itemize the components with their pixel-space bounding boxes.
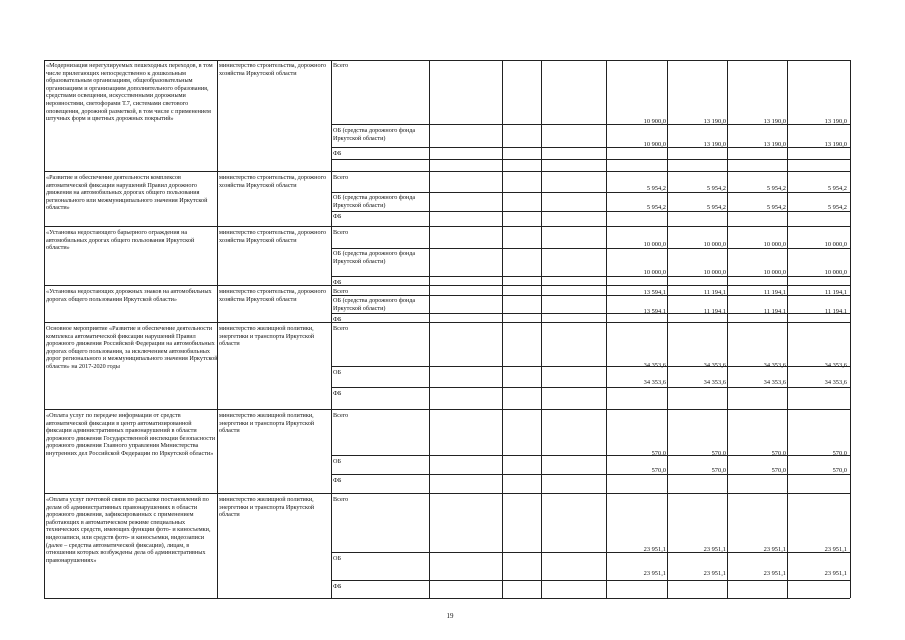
table-rule-horizontal	[331, 124, 850, 125]
executor-name: министерство жилищной политики, энергетики и транспорта Иркутской области	[219, 496, 315, 519]
value-cell: 13 190,0	[824, 118, 847, 125]
value-cell: 570,0	[651, 467, 666, 474]
table-rule-horizontal	[331, 552, 850, 553]
source-label: ОБ (средства дорожного фонда Иркутской области)	[333, 194, 416, 209]
value-cell: 10 900,0	[643, 118, 666, 125]
value-cell: 23 951,1	[763, 546, 786, 553]
value-cell: 10 900,0	[643, 141, 666, 148]
table-rule-horizontal	[331, 211, 850, 212]
table-rule-horizontal	[44, 285, 850, 286]
source-label: ОБ	[333, 369, 342, 376]
table-rule-vertical	[667, 60, 668, 598]
value-cell: 11 194,1	[703, 308, 726, 315]
value-cell: 34 353,6	[703, 379, 726, 386]
table-rule-horizontal	[331, 276, 850, 277]
value-cell: 10 000,0	[703, 241, 726, 248]
value-cell: 570,0	[832, 450, 847, 457]
source-label: Всего	[333, 325, 349, 332]
measure-name: Основное мероприятие «Развитие и обеспечение деятельности комплекса автоматической фиксации нарушений Правил дорожного движения Российской Федерации на автомобильных дорогах общего пользования, за исключением автомобильных дорог регионального и межмуниципального значения Иркутской области» на 2017-2020 годы	[46, 325, 218, 370]
table-rule-horizontal	[331, 313, 850, 314]
value-cell: 5 954,2	[646, 204, 666, 211]
value-cell: 10 000,0	[643, 269, 666, 276]
source-label: ОБ (средства дорожного фонда Иркутской области)	[333, 297, 416, 312]
source-label: ФБ	[333, 583, 342, 590]
source-label: Всего	[333, 496, 349, 503]
value-cell: 11 194,1	[763, 308, 786, 315]
source-label: Всего	[333, 229, 349, 236]
value-cell: 23 951,1	[643, 570, 666, 577]
table-rule-horizontal	[44, 322, 850, 323]
value-cell: 13 190,0	[703, 118, 726, 125]
value-cell: 13 190,0	[763, 118, 786, 125]
table-rule-horizontal	[331, 387, 850, 388]
measure-name: «Развитие и обеспечение деятельности комплексов автоматической фиксации нарушений Правил дорожного движения на автомобильных дорогах общего пользования регионального или межмуниципального значения Иркутской области»	[46, 174, 208, 212]
value-cell: 570,0	[711, 467, 726, 474]
table-rule-horizontal	[331, 192, 850, 193]
value-cell: 10 000,0	[824, 241, 847, 248]
value-cell: 5 954,2	[827, 204, 847, 211]
table-rule-vertical	[850, 60, 851, 598]
source-label: ФБ	[333, 316, 342, 323]
value-cell: 13 190,0	[824, 141, 847, 148]
value-cell: 11 194,1	[824, 289, 847, 296]
value-cell: 13 190,0	[763, 141, 786, 148]
value-cell: 23 951,1	[824, 570, 847, 577]
value-cell: 10 000,0	[763, 269, 786, 276]
table-rule-vertical	[429, 60, 430, 598]
value-cell: 34 353,6	[643, 362, 666, 369]
value-cell: 34 353,6	[824, 379, 847, 386]
executor-name: министерство жилищной политики, энергетики и транспорта Иркутской области	[219, 325, 315, 348]
source-label: Всего	[333, 412, 349, 419]
value-cell: 11 194,1	[824, 308, 847, 315]
page-number: 19	[446, 612, 454, 620]
measure-name: «Установка недостающих дорожных знаков на автомобильных дорогах общего пользования Иркутской области»	[46, 288, 212, 303]
source-label: ФБ	[333, 213, 342, 220]
value-cell: 23 951,1	[703, 570, 726, 577]
value-cell: 11 194,1	[703, 289, 726, 296]
executor-name: министерство жилищной политики, энергетики и транспорта Иркутской области	[219, 412, 315, 435]
table-rule-horizontal	[331, 159, 850, 160]
value-cell: 10 000,0	[763, 241, 786, 248]
source-label: ФБ	[333, 279, 342, 286]
value-cell: 5 954,2	[706, 185, 726, 192]
table-rule-horizontal	[331, 295, 850, 296]
table-rule-horizontal	[44, 493, 850, 494]
value-cell: 570,0	[651, 450, 666, 457]
value-cell: 13 190,0	[703, 141, 726, 148]
executor-name: министерство строительства, дорожного хозяйства Иркутской области	[219, 62, 327, 77]
table-rule-vertical	[727, 60, 728, 598]
table-rule-horizontal	[331, 147, 850, 148]
value-cell: 23 951,1	[763, 570, 786, 577]
measure-name: «Оплата услуг по передаче информации от средств автоматической фиксации в центр автоматизированной фиксации административных правонарушений в области дорожного движения Государственной инспекции безопасности дорожного движения Главного управления Министерства внутренних дел Российской Федерации по Иркутской области»	[46, 412, 216, 457]
table-rule-horizontal	[44, 226, 850, 227]
table-rule-vertical	[44, 60, 45, 598]
executor-name: министерство строительства, дорожного хозяйства Иркутской области	[219, 288, 327, 303]
value-cell: 23 951,1	[643, 546, 666, 553]
source-label: ОБ	[333, 555, 342, 562]
source-label: Всего	[333, 288, 349, 295]
table-rule-horizontal	[44, 409, 850, 410]
value-cell: 13 594,1	[643, 289, 666, 296]
source-label: ОБ	[333, 458, 342, 465]
value-cell: 10 000,0	[824, 269, 847, 276]
table-rule-vertical	[217, 60, 218, 598]
table-rule-vertical	[606, 60, 607, 598]
value-cell: 13 594,1	[643, 308, 666, 315]
table-rule-vertical	[502, 60, 503, 598]
value-cell: 23 951,1	[703, 546, 726, 553]
value-cell: 570,0	[771, 450, 786, 457]
source-label: ОБ (средства дорожного фонда Иркутской области)	[333, 127, 416, 142]
value-cell: 570,0	[711, 450, 726, 457]
value-cell: 34 353,6	[763, 379, 786, 386]
table-rule-vertical	[541, 60, 542, 598]
source-label: Всего	[333, 174, 349, 181]
source-label: ФБ	[333, 390, 342, 397]
source-label: Всего	[333, 62, 349, 69]
value-cell: 570,0	[832, 467, 847, 474]
measure-name: «Модернизация нерегулируемых пешеходных переходов, в том числе прилегающих непосредственно к дошкольным образовательным организациям, общеобразовательным организациям и организациям дополнительного образования, средствами освещения, искусственными дорожными неровностями, светофорами Т.7, системами светового оповещения, дорожной разметкой, в том числе с применением штучных форм и цветных дорожных покрытий»	[46, 62, 213, 123]
value-cell: 5 954,2	[827, 185, 847, 192]
source-label: ОБ (средства дорожного фонда Иркутской области)	[333, 250, 416, 265]
table-rule-horizontal	[331, 474, 850, 475]
executor-name: министерство строительства, дорожного хозяйства Иркутской области	[219, 174, 327, 189]
table-rule-horizontal	[44, 171, 850, 172]
executor-name: министерство строительства, дорожного хозяйства Иркутской области	[219, 229, 327, 244]
value-cell: 5 954,2	[766, 185, 786, 192]
source-label: ФБ	[333, 150, 342, 157]
value-cell: 5 954,2	[706, 204, 726, 211]
value-cell: 34 353,6	[763, 362, 786, 369]
source-label: ФБ	[333, 477, 342, 484]
table-rule-horizontal	[44, 60, 850, 61]
value-cell: 34 353,6	[703, 362, 726, 369]
value-cell: 10 000,0	[643, 241, 666, 248]
table-rule-horizontal	[331, 248, 850, 249]
table-rule-horizontal	[331, 366, 850, 367]
table-rule-horizontal	[331, 455, 850, 456]
value-cell: 11 194,1	[763, 289, 786, 296]
measure-name: «Оплата услуг почтовой связи по рассылке постановлений по делам об административных правонарушениях в области дорожного движения, зафиксированных с применением работающих в автоматическом режиме специальных технических средств, имеющих функции фото- и киносъемки, видеозаписи, или средств фото- и киносъемки, видеозаписи (далее – средства автоматической фиксации), лицам, в отношении которых возбуждены дела об административных правонарушениях»	[46, 496, 211, 564]
table-rule-vertical	[331, 60, 332, 598]
table-rule-horizontal	[44, 598, 850, 599]
value-cell: 5 954,2	[646, 185, 666, 192]
value-cell: 34 353,6	[824, 362, 847, 369]
table-rule-vertical	[787, 60, 788, 598]
value-cell: 34 353,6	[643, 379, 666, 386]
table-rule-horizontal	[331, 580, 850, 581]
measure-name: «Установка недостающего барьерного ограждения на автомобильных дорогах общего пользования Иркутской области»	[46, 229, 195, 252]
value-cell: 5 954,2	[766, 204, 786, 211]
value-cell: 570,0	[771, 467, 786, 474]
value-cell: 10 000,0	[703, 269, 726, 276]
value-cell: 23 951,1	[824, 546, 847, 553]
